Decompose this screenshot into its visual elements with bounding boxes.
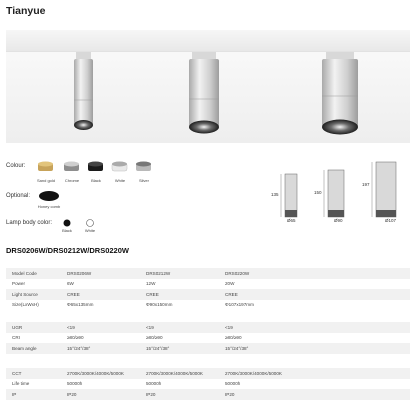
table-cell: IP20 [61,389,140,400]
table-row [6,333,410,344]
body-white-dot [87,220,94,227]
page-title: Tianyue [6,5,46,17]
swatch-sand-gold [38,162,53,172]
dimension-diameter: Ø107 [385,218,397,223]
table-cell: Beam angle [6,343,61,354]
table-cell: Power [12,281,26,287]
table-cell: 2700K/3000K/4000K/5000K [140,368,219,379]
table-cell: Φ65x135mm [67,302,94,308]
table-cell: Size(LxWxH) [12,302,39,308]
optional-label: Optional: [6,193,31,199]
table-cell: IP20 [219,389,410,400]
table-cell: Φ90x150mm [146,302,173,308]
swatch-black [88,162,103,172]
table-cell: 12W [146,281,156,287]
model-heading: DRS0206W/DRS0212W/DRS0220W [6,246,129,255]
table-row [6,368,410,379]
table-cell: Model Code [6,268,61,279]
lamp-render [6,30,410,143]
table-cell: DRS0206W [61,268,140,279]
table-row [6,279,410,290]
swatch-label: Silver [138,178,149,183]
table-cell: 50000h [225,381,241,387]
dimension-diameter: Ø90 [334,218,343,223]
dimension-height: 150 [314,190,322,195]
swatch-chrome [64,162,79,172]
table-cell: ≥80/≥90 [146,335,163,341]
body-black-dot [64,220,71,227]
body-option-label: White [84,228,96,233]
table-cell: DRS0212W [140,268,219,279]
table-row [6,268,410,279]
table-cell: Light Source [6,289,61,300]
table-cell: CCT [6,368,61,379]
table-row [6,289,410,300]
table-row [6,343,410,354]
table-cell: 6W [67,281,74,287]
table-cell: CREE [140,289,219,300]
table-cell: Life time [12,381,30,387]
optional-item-label: Honey comb [37,204,61,209]
table-cell: <19 [140,322,219,333]
colour-label: Colour: [6,163,26,169]
table-cell: ≥80/≥90 [67,335,84,341]
table-cell: <19 [219,322,410,333]
spec-table-1 [6,268,410,310]
table-cell: Φ107x197mm [225,302,254,308]
honeycomb-icon [38,190,60,202]
lamp-body-label: Lamp body color: [6,220,53,226]
table-cell: 15°/24°/38° [219,343,410,354]
table-cell: 50000h [67,381,83,387]
table-cell: 2700K/3000K/4000K/5000K [219,368,410,379]
body-option-label: Black [62,228,72,233]
lamp-body-options [62,218,102,228]
table-cell: 50000h [146,381,162,387]
table-cell: 20W [225,281,235,287]
table-cell: 15°/24°/38° [140,343,219,354]
table-row [6,389,410,400]
table-cell: 15°/24°/38° [61,343,140,354]
colour-swatches [36,159,156,179]
product-photo [6,30,410,143]
spec-table-3 [6,368,410,400]
table-cell: IP20 [140,389,219,400]
dimension-height: 135 [271,192,279,197]
table-cell: <19 [61,322,140,333]
table-cell: ≥80/≥90 [225,335,242,341]
table-row [6,379,410,390]
swatch-silver [136,162,151,172]
spec-table-2 [6,322,410,354]
table-row [6,300,410,311]
swatch-label: Sand gold [36,178,55,183]
table-cell: UGR [6,322,61,333]
table-cell: CRI [12,335,20,341]
table-cell: CREE [61,289,140,300]
swatch-white [112,162,127,172]
table-cell: DRS0220W [219,268,410,279]
swatch-label: White [114,178,126,183]
swatch-label: Black [91,178,101,183]
swatch-label: Chrome [64,178,80,183]
dimension-diameter: Ø65 [287,218,296,223]
table-cell: CREE [219,289,410,300]
table-row [6,322,410,333]
table-cell: IP [6,389,61,400]
dimension-height: 197 [362,182,370,187]
table-cell: 2700K/3000K/4000K/5000K [61,368,140,379]
